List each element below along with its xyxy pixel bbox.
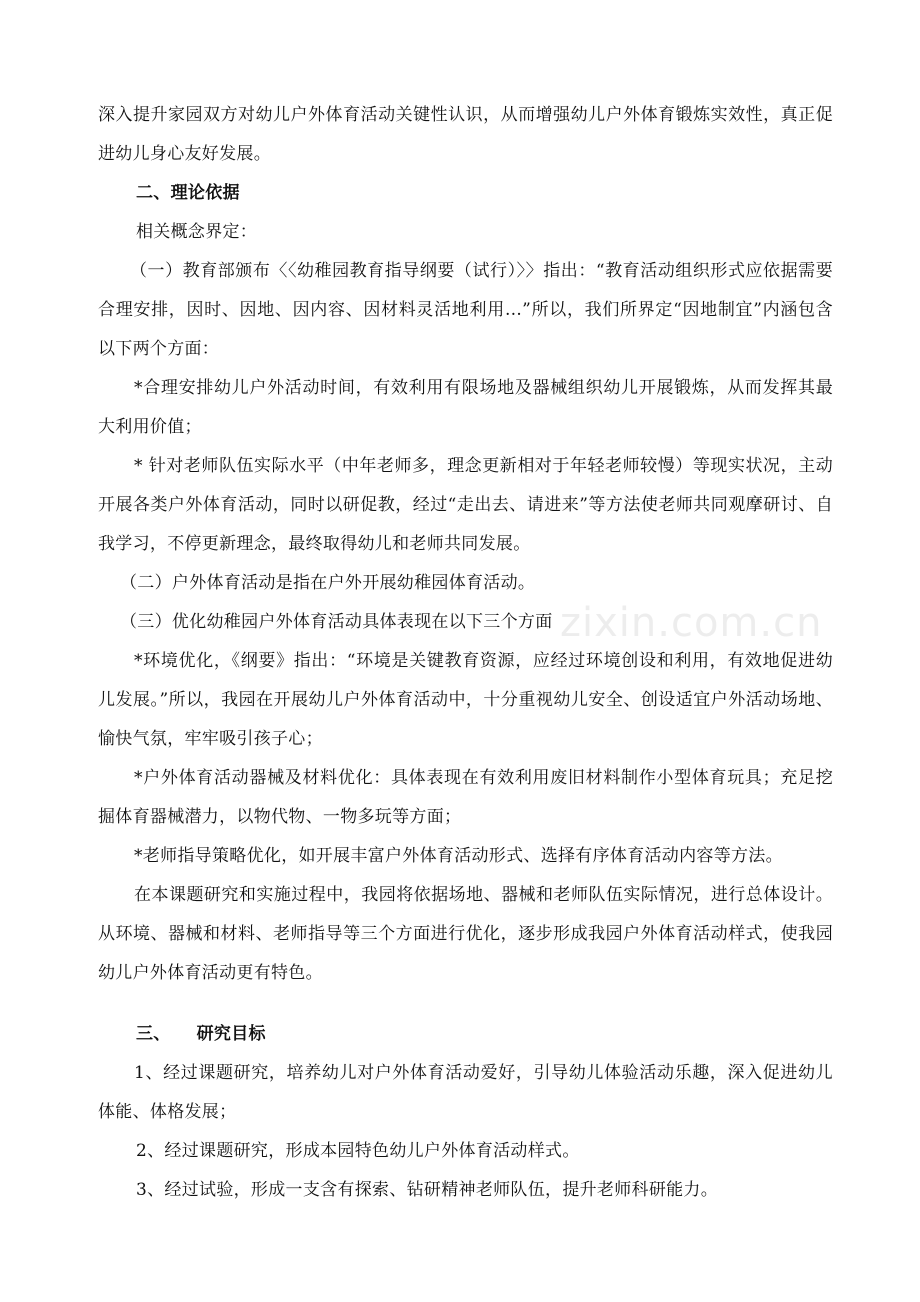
- goal-item-two: 2、经过课题研究，形成本园特色幼儿户外体育活动样式。: [136, 1141, 580, 1161]
- concept-definition-label: 相关概念界定：: [136, 222, 258, 242]
- paragraph-bullet-guidance: *老师指导策略优化，如开展丰富户外体育活动形式、选择有序体育活动内容等方法。: [134, 846, 783, 866]
- paragraph-bullet-time: *合理安排幼儿户外活动时间，有效利用有限场地及器械组织幼儿开展锻炼，从而发挥其最大利用价值；: [98, 378, 833, 437]
- paragraph-item-three: （三）优化幼稚园户外体育活动具体表现在以下三个方面: [120, 612, 553, 632]
- section-heading-goals-title: 研究目标: [196, 1024, 266, 1044]
- section-heading-goals-number: 三、: [136, 1024, 171, 1044]
- paragraph-bullet-teachers: * 针对老师队伍实际水平（中年老师多，理念更新相对于年轻老师较慢）等现实状况，主动开展各类户外体育活动，同时以研促教，经过“走出去、请进来”等方法使老师共同观摩研讨、自我学习，不停更新理念，最终取得幼儿和老师共同发展。: [98, 456, 833, 554]
- paragraph-bullet-environment: *环境优化，《纲要》指出：“环境是关键教育资源，应经过环境创设和利用，有效地促进幼儿发展。”所以，我园在开展幼儿户外体育活动中，十分重视幼儿安全、创设适宜户外活动场地、愉快气氛，牢牢吸引孩子心；: [98, 651, 833, 749]
- section-heading-theory: 二、理论依据: [136, 183, 240, 203]
- paragraph-item-one: （一）教育部颁布〈〈幼稚园教育指导纲要（试行）〉〉指出：“教育活动组织形式应依据需要合理安排，因时、因地、因内容、因材料灵活地利用…”所以，我们所界定“因地制宜”内涵包含以下两个方面：: [98, 261, 833, 359]
- goal-item-three: 3、经过试验，形成一支含有探索、钻研精神老师队伍，提升老师科研能力。: [136, 1180, 719, 1200]
- watermark: zixin.com.cn: [560, 600, 823, 646]
- paragraph-item-two: （二）户外体育活动是指在户外开展幼稚园体育活动。: [120, 573, 536, 593]
- paragraph-bullet-equipment: *户外体育活动器械及材料优化：具体表现在有效利用废旧材料制作小型体育玩具；充足挖掘体育器械潜力，以物代物、一物多玩等方面；: [98, 768, 833, 827]
- paragraph-summary: 在本课题研究和实施过程中，我园将依据场地、器械和老师队伍实际情况，进行总体设计。从环境、器械和材料、老师指导等三个方面进行优化，逐步形成我园户外体育活动样式，使我园幼儿户外体育活动更有特色。: [98, 885, 833, 983]
- goal-item-one: 1、经过课题研究，培养幼儿对户外体育活动爱好，引导幼儿体验活动乐趣，深入促进幼儿体能、体格发展；: [98, 1063, 833, 1122]
- intro-paragraph: 深入提升家园双方对幼儿户外体育活动关键性认识，从而增强幼儿户外体育锻炼实效性，真正促进幼儿身心友好发展。: [98, 105, 833, 164]
- section-heading-goals: [136, 1015, 636, 1054]
